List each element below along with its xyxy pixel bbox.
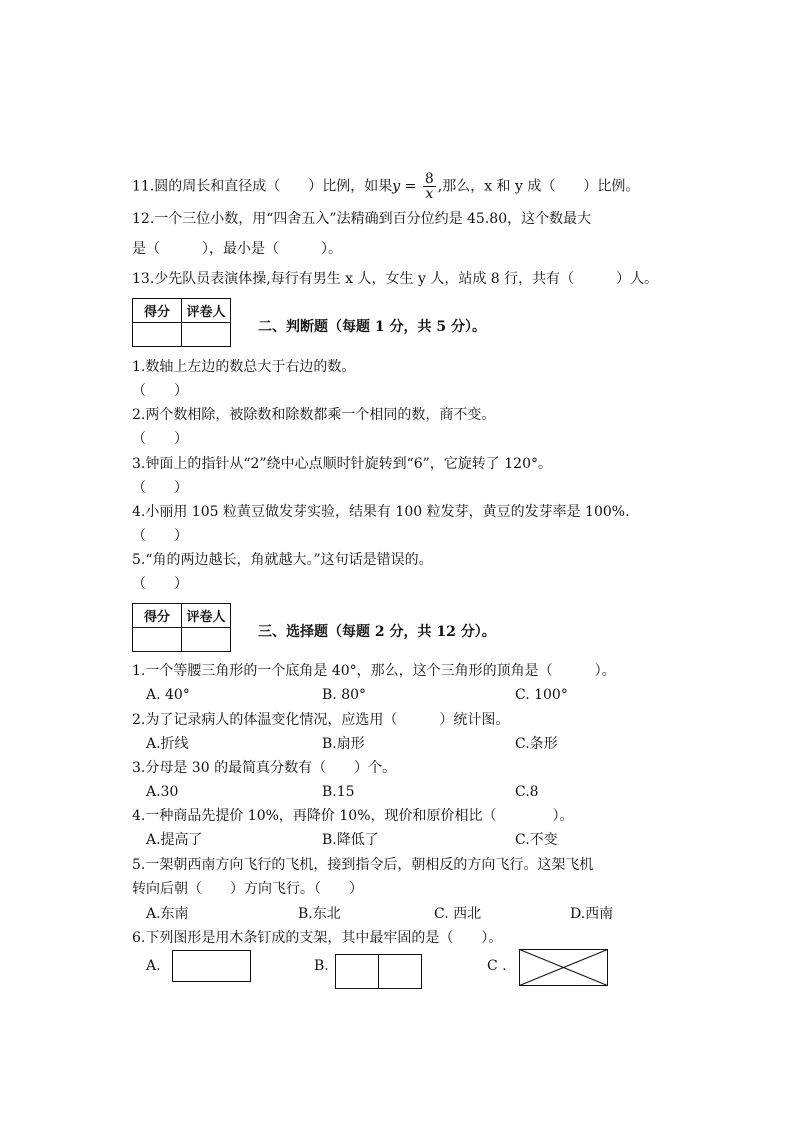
judge-item-1: 1.数轴上左边的数总大于右边的数。 — [132, 359, 356, 375]
grader-label: 评卷人 — [182, 604, 231, 628]
grader-cell[interactable] — [182, 323, 231, 347]
choice-q1-option-c[interactable]: C. 100° — [515, 687, 568, 703]
judge-paren-1[interactable]: （ ） — [132, 383, 188, 399]
score-cell[interactable] — [133, 323, 182, 347]
choice-q5-option-a[interactable]: A.东南 — [146, 906, 189, 922]
choice-q5-line2: 转向后朝（ ）方向飞行。（ ） — [132, 881, 363, 897]
choice-q4-option-c[interactable]: C.不变 — [515, 832, 558, 848]
judge-item-4: 4.小丽用 105 粒黄豆做发芽实验，结果有 100 粒发芽，黄豆的发芽率是 100%. — [132, 504, 630, 520]
score-box-section2 — [132, 298, 231, 347]
choice-q5-line1: 5.一架朝西南方向飞行的飞机，接到指令后，朝相反的方向飞行。这架飞机 — [132, 857, 594, 873]
fraction — [423, 172, 436, 201]
choice-q1-option-a[interactable]: A. 40° — [146, 687, 190, 703]
choice-q5-option-b[interactable]: B.东北 — [298, 906, 341, 922]
equation-var: y — [392, 178, 401, 195]
section3-title: 三、选择题（每题 2 分，共 12 分）。 — [258, 624, 496, 640]
question-13: 13.少先队员表演体操,每行有男生 x 人，女生 y 人，站成 8 行，共有（ ）人。 — [132, 271, 659, 287]
score-box-section3 — [132, 603, 231, 652]
choice-q2-option-c[interactable]: C.条形 — [515, 736, 558, 752]
judge-item-2: 2.两个数相除，被除数和除数都乘一个相同的数，商不变。 — [132, 407, 496, 423]
choice-q1-option-b[interactable]: B. 80° — [322, 687, 367, 703]
choice-q2-option-b[interactable]: B.扇形 — [322, 736, 365, 752]
section2-title: 二、判断题（每题 1 分，共 5 分）。 — [258, 319, 486, 335]
question-12-line1: 12.一个三位小数，用“四舍五入”法精确到百分位约是 45.80，这个数最大 — [132, 211, 592, 227]
judge-paren-2[interactable]: （ ） — [132, 431, 188, 447]
choice-q6-option-b[interactable]: B. — [314, 958, 329, 974]
judge-paren-3[interactable]: （ ） — [132, 480, 188, 496]
choice-q3-option-b[interactable]: B.15 — [322, 784, 355, 800]
choice-q5-option-d[interactable]: D.西南 — [570, 906, 614, 922]
judge-item-5: 5.“角的两边越长，角就越大。”这句话是错误的。 — [132, 552, 433, 568]
choice-q6-option-c[interactable]: C . — [487, 958, 507, 974]
choice-q3-option-a[interactable]: A.30 — [146, 784, 179, 800]
judge-paren-4[interactable]: （ ） — [132, 528, 188, 544]
fraction-numerator: 8 — [424, 171, 434, 187]
question-11 — [132, 172, 639, 201]
judge-paren-5[interactable]: （ ） — [132, 576, 188, 592]
choice-q2: 2.为了记录病人的体温变化情况，应选用（ ）统计图。 — [132, 712, 510, 728]
choice-q1: 1.一个等腰三角形的一个底角是 40°，那么，这个三角形的顶角是（ ）。 — [132, 663, 616, 679]
grader-label: 评卷人 — [182, 299, 231, 323]
score-label: 得分 — [133, 299, 182, 323]
question-11-before: 11.圆的周长和直径成（ ）比例，如果 — [132, 178, 393, 195]
cross-braced-rectangle-figure — [519, 949, 608, 986]
fraction-denominator: x — [425, 186, 434, 202]
question-12-line2: 是（ ），最小是（ ）。 — [132, 241, 342, 257]
choice-q6-option-a[interactable]: A. — [146, 958, 161, 974]
rectangle-frame-figure — [172, 950, 251, 982]
score-label: 得分 — [133, 604, 182, 628]
choice-q4-option-b[interactable]: B.降低了 — [322, 832, 379, 848]
equation-sign: = — [400, 178, 421, 195]
choice-q3-option-c[interactable]: C.8 — [515, 784, 539, 800]
choice-q6: 6.下列图形是用木条钉成的支架，其中最牢固的是（ ）。 — [132, 930, 503, 946]
grader-cell[interactable] — [182, 628, 231, 652]
divided-rectangle-figure — [335, 954, 422, 989]
question-11-after: ,那么，x 和 y 成（ ）比例。 — [437, 178, 640, 195]
choice-q2-option-a[interactable]: A.折线 — [146, 736, 189, 752]
choice-q3: 3.分母是 30 的最简真分数有（ ）个。 — [132, 760, 397, 776]
judge-item-3: 3.钟面上的指针从“2”绕中心点顺时针旋转到“6”，它旋转了 120°。 — [132, 456, 552, 472]
divider-line — [378, 955, 379, 988]
choice-q4-option-a[interactable]: A.提高了 — [146, 832, 203, 848]
choice-q5-option-c[interactable]: C. 西北 — [434, 906, 482, 922]
score-cell[interactable] — [133, 628, 182, 652]
choice-q4: 4.一种商品先提价 10%，再降价 10%，现价和原价相比（ ）。 — [132, 808, 574, 824]
